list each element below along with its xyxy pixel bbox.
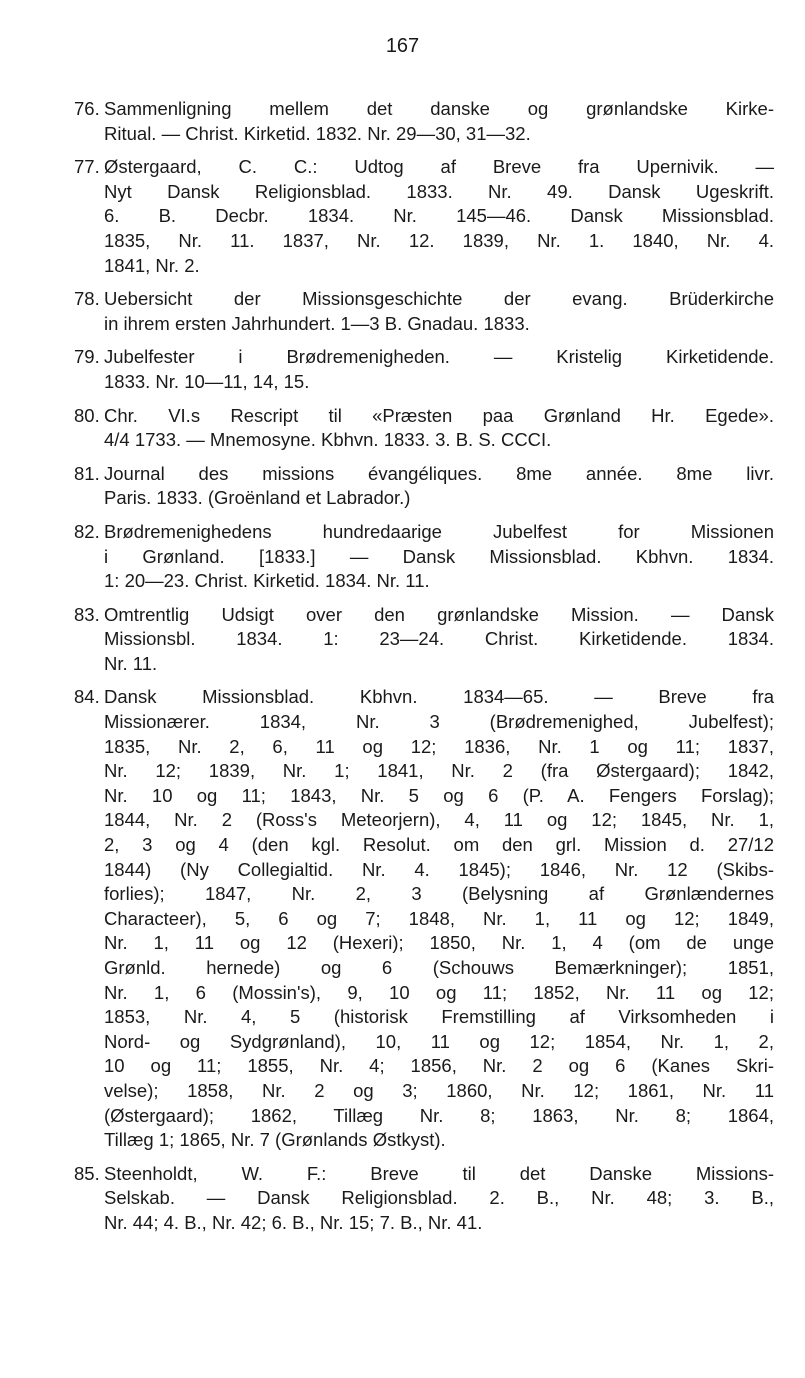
entry-line: Jubelfester i Brødremenigheden. — Kristelig Kirketidende. (104, 346, 774, 368)
entry-line: forlies); 1847, Nr. 2, 3 (Belysning af Grønlændernes (104, 883, 774, 905)
bibliography-entry (74, 404, 774, 453)
entry-line: Journal des missions évangéliques. 8me année. 8me livr. (104, 462, 774, 484)
bibliography-entry (74, 520, 774, 594)
entry-line: Brødremenighedens hundredaarige Jubelfest for Missionen (104, 520, 774, 542)
entry-line: Nord- og Sydgrønland), 10, 11 og 12; 1854, Nr. 1, 2, (104, 1030, 774, 1052)
entry-line: Chr. VI.s Rescript til «Præsten paa Grønland Hr. Egede». (104, 404, 774, 426)
entry-line: 1835, Nr. 11. 1837, Nr. 12. 1839, Nr. 1. 1840, Nr. 4. (104, 229, 774, 251)
entry-line: Nyt Dansk Religionsblad. 1833. Nr. 49. Dansk Ugeskrift. (104, 180, 774, 202)
entry-number: 84. (74, 686, 100, 708)
entry-text (104, 520, 774, 594)
entry-line: 6. B. Decbr. 1834. Nr. 145—46. Dansk Missionsblad. (104, 205, 774, 227)
entry-line: Dansk Missionsblad. Kbhvn. 1834—65. — Breve fra (104, 686, 774, 708)
entry-line: Missionærer. 1834, Nr. 3 (Brødremenighed, Jubelfest); (104, 711, 774, 733)
entry-line: Selskab. — Dansk Religionsblad. 2. B., Nr. 48; 3. B., (104, 1187, 774, 1209)
entry-text (104, 287, 774, 336)
entry-line: Steenholdt, W. F.: Breve til det Danske Missions- (104, 1162, 774, 1184)
entry-line: 4/4 1733. — Mnemosyne. Kbhvn. 1833. 3. B. S. CCCI. (104, 429, 552, 451)
entry-line: 1844, Nr. 2 (Ross's Meteorjern), 4, 11 og 12; 1845, Nr. 1, (104, 809, 774, 831)
entry-line: Omtrentlig Udsigt over den grønlandske Mission. — Dansk (104, 603, 774, 625)
entry-line: i Grønland. [1833.] — Dansk Missionsblad. Kbhvn. 1834. (104, 545, 774, 567)
bibliography-entry (74, 462, 774, 511)
entry-line: 1844) (Ny Collegialtid. Nr. 4. 1845); 1846, Nr. 12 (Skibs- (104, 858, 774, 880)
entry-line: Uebersicht der Missionsgeschichte der evang. Brüderkirche (104, 288, 774, 310)
entry-line: 1841, Nr. 2. (104, 254, 200, 276)
entry-line: Nr. 44; 4. B., Nr. 42; 6. B., Nr. 15; 7. B., Nr. 41. (104, 1211, 483, 1233)
entry-number: 78. (74, 288, 100, 310)
bibliography-entry (74, 1162, 774, 1236)
entry-text (104, 603, 774, 677)
bibliography-entry (74, 97, 774, 146)
entry-line: Tillæg 1; 1865, Nr. 7 (Grønlands Østkyst). (104, 1129, 446, 1151)
entry-number: 77. (74, 156, 100, 178)
entry-text (104, 462, 774, 511)
entry-line: Missionsbl. 1834. 1: 23—24. Christ. Kirketidende. 1834. (104, 628, 774, 650)
entry-line: 1: 20—23. Christ. Kirketid. 1834. Nr. 11. (104, 570, 430, 592)
entry-line: 2, 3 og 4 (den kgl. Resolut. om den grl. Mission d. 27/12 (104, 834, 774, 856)
entry-line: Characteer), 5, 6 og 7; 1848, Nr. 1, 11 og 12; 1849, (104, 907, 774, 929)
entry-number: 81. (74, 462, 100, 484)
entry-line: Ritual. — Christ. Kirketid. 1832. Nr. 29—30, 31—32. (104, 122, 531, 144)
entry-line: Sammenligning mellem det danske og grønlandske Kirke- (104, 98, 774, 119)
entry-line: Paris. 1833. (Groënland et Labrador.) (104, 487, 411, 509)
entry-line: 1853, Nr. 4, 5 (historisk Fremstilling af Virksomheden i (104, 1006, 774, 1028)
entry-line: Østergaard, C. C.: Udtog af Breve fra Upernivik. — (104, 156, 774, 178)
bibliography-entry (74, 685, 774, 1152)
entry-line: Nr. 12; 1839, Nr. 1; 1841, Nr. 2 (fra Østergaard); 1842, (104, 760, 774, 782)
entry-line: velse); 1858, Nr. 2 og 3; 1860, Nr. 12; 1861, Nr. 11 (104, 1079, 774, 1101)
entry-line: (Østergaard); 1862, Tillæg Nr. 8; 1863, Nr. 8; 1864, (104, 1104, 774, 1126)
entry-line: 1833. Nr. 10—11, 14, 15. (104, 370, 310, 392)
entry-number: 83. (74, 603, 100, 625)
bibliography-entry (74, 603, 774, 677)
bibliography-list (74, 97, 774, 1245)
entry-number: 85. (74, 1162, 100, 1184)
entry-text (104, 404, 774, 453)
bibliography-entry (74, 287, 774, 336)
entry-line: Nr. 10 og 11; 1843, Nr. 5 og 6 (P. A. Fengers Forslag); (104, 784, 774, 806)
entry-line: in ihrem ersten Jahrhundert. 1—3 B. Gnadau. 1833. (104, 312, 530, 334)
entry-number: 82. (74, 520, 100, 542)
bibliography-entry (74, 345, 774, 394)
entry-number: 79. (74, 346, 100, 368)
entry-number: 76. (74, 98, 100, 119)
entry-line: Nr. 11. (104, 652, 158, 674)
entry-text (104, 155, 774, 278)
entry-line: Nr. 1, 6 (Mossin's), 9, 10 og 11; 1852, Nr. 11 og 12; (104, 981, 774, 1003)
entry-number: 80. (74, 404, 100, 426)
entry-line: 10 og 11; 1855, Nr. 4; 1856, Nr. 2 og 6 (Kanes Skri- (104, 1055, 774, 1077)
entry-line: Nr. 1, 11 og 12 (Hexeri); 1850, Nr. 1, 4 (om de unge (104, 932, 774, 954)
entry-line: Grønld. hernede) og 6 (Schouws Bemærkninger); 1851, (104, 957, 774, 978)
page-number: 167 (385, 35, 420, 57)
entry-text (104, 685, 774, 1152)
entry-line: 1835, Nr. 2, 6, 11 og 12; 1836, Nr. 1 og 11; 1837, (104, 735, 774, 757)
entry-text (104, 97, 774, 146)
entry-text (104, 345, 774, 394)
entry-text (104, 1162, 774, 1236)
bibliography-entry (74, 155, 774, 278)
